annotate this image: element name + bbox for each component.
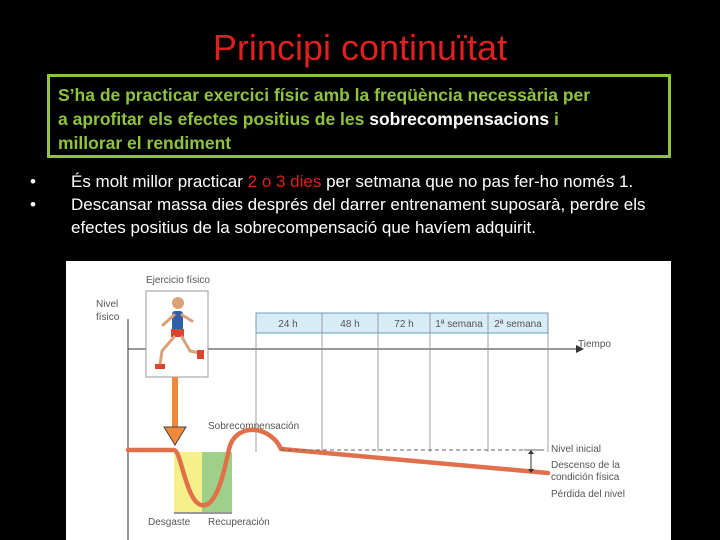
- bullet-2-line-1: Descansar massa dies després del darrer entrenament suposarà, perdre els: [71, 195, 646, 214]
- bullet-dot: •: [30, 172, 36, 191]
- bullet-1-start: És molt millor practicar: [71, 172, 248, 191]
- time-bar-label: 72 h: [394, 319, 414, 330]
- bullet-1-highlight: 2 o 3 dies: [247, 172, 322, 191]
- time-bar-label: 24 h: [278, 319, 298, 330]
- level-loss-label: Pérdida del nivel: [551, 489, 625, 500]
- principle-line-3: millorar el rendiment: [58, 133, 232, 153]
- fatigue-label: Desgaste: [148, 517, 191, 528]
- diagram-svg: [66, 261, 671, 540]
- exercise-arrow-head: [164, 427, 186, 445]
- bullet-item: [26, 193, 696, 239]
- overcompensation-diagram: [66, 261, 671, 540]
- bullet-dot: •: [30, 195, 36, 214]
- key-principle-box: [47, 74, 671, 158]
- decline-label-2: condición física: [551, 472, 620, 483]
- exercise-arrow-shaft: [172, 377, 178, 429]
- bullet-1-end: per setmana que no pas fer-ho només 1.: [321, 172, 634, 191]
- time-axis-label: Tiempo: [578, 339, 611, 350]
- principle-line-1: S’ha de practicar exercici físic amb la freqüència necessària per: [58, 85, 591, 105]
- recovery-label: Recuperación: [208, 517, 270, 528]
- bullet-item: [26, 170, 696, 193]
- decline-label-1: Descenso de la: [551, 460, 620, 471]
- y-label-1: Nivel: [96, 299, 119, 310]
- principle-line-2-end: i: [549, 109, 559, 129]
- overcompensation-label: Sobrecompensación: [208, 421, 300, 432]
- slide-title: Principi continuïtat: [212, 27, 508, 68]
- time-bar-label: 1ª semana: [435, 319, 483, 330]
- y-label-2: físico: [96, 312, 120, 323]
- principle-line-2-start: a aprofitar els efectes positius de les: [58, 109, 370, 129]
- time-bar-label: 2ª semana: [494, 319, 542, 330]
- initial-level-label: Nivel inicial: [551, 444, 602, 455]
- time-bar-label: 48 h: [340, 319, 360, 330]
- principle-highlight: sobrecompensacions: [369, 109, 550, 129]
- exercise-label: Ejercicio físico: [146, 275, 210, 286]
- bullet-list: [26, 170, 696, 239]
- principle-line-2: [58, 107, 660, 131]
- bullet-2-line-2: efectes positius de la sobrecompensació que havíem adquirit.: [71, 218, 536, 237]
- loss-bracket-arrow-up: [528, 450, 534, 454]
